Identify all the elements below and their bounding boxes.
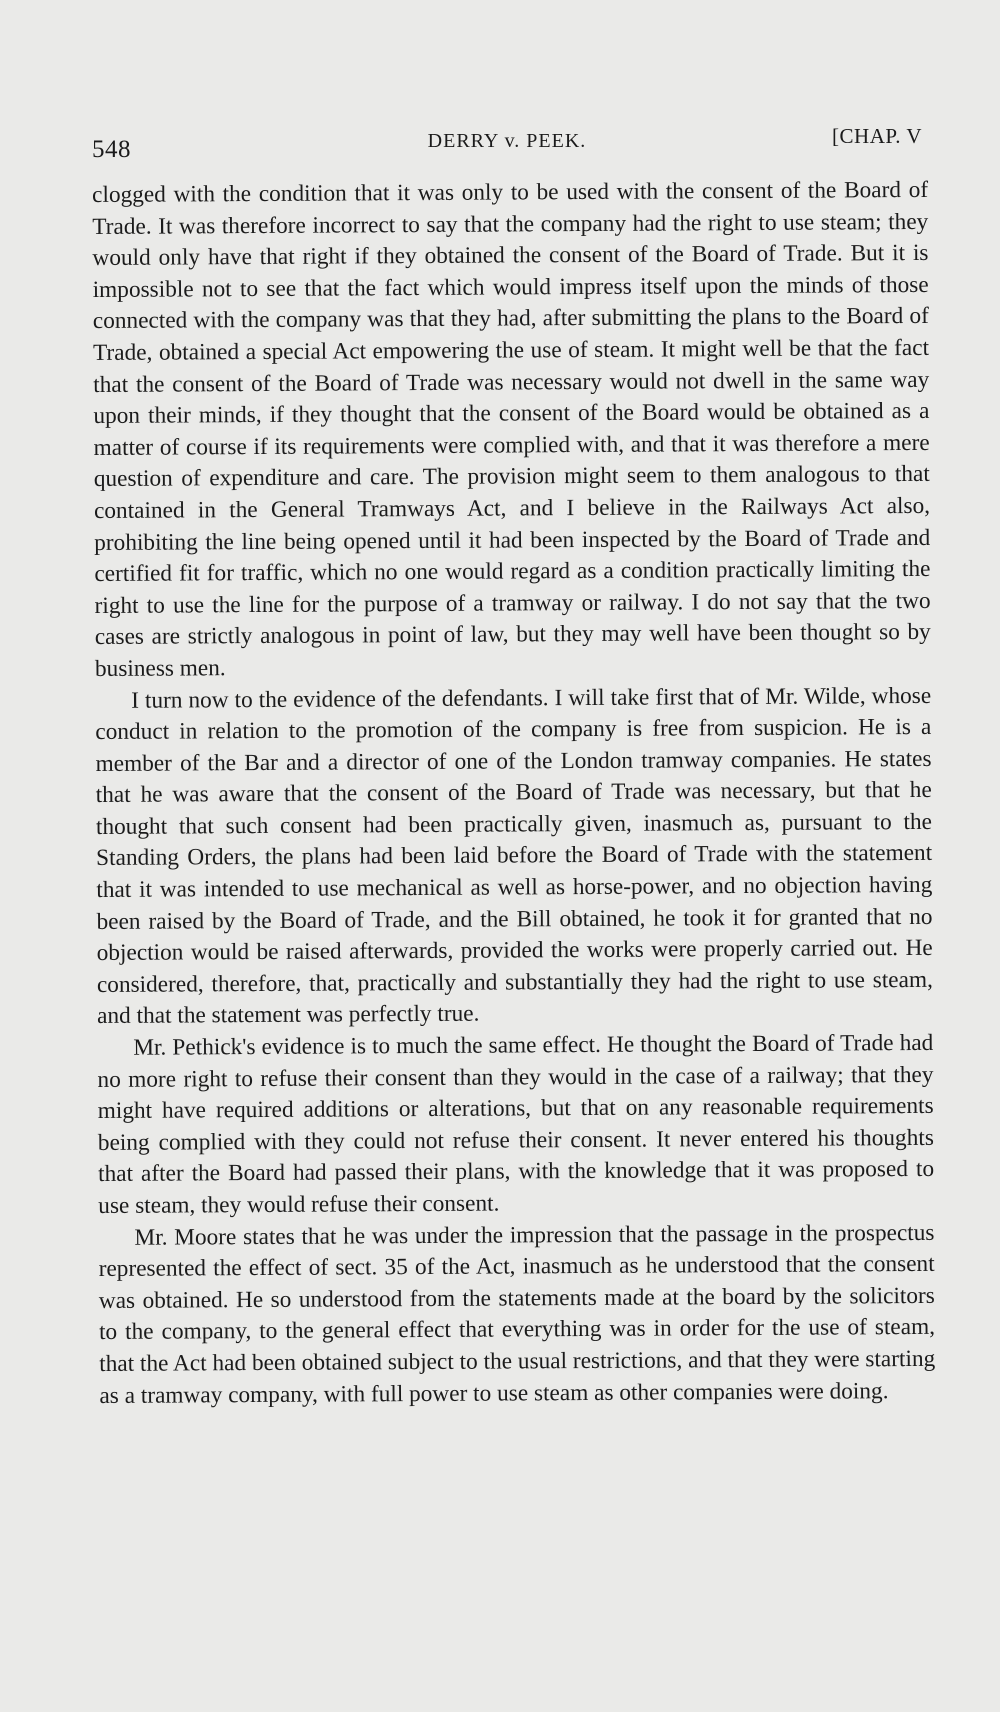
paragraph-defendants-evidence: I turn now to the evidence of the defendants. I will take first that of Mr. Wilde, whose conduct in relation to the promotion of the company is free from suspicion. He is a member of the Bar and a director of one of the London tramway companies. He states that he was aware that the consent of the Board of Trade was necessary, but that he thought that such consent had been practically given, inasmuch as, pursuant to the Standing Orders, the plans had been laid before the Board of Trade with the statement that it was intended to use mechanical as well as horse-power, and no objection having been raised by the Board of Trade, and the Bill obtained, he took it for granted that no objection would be raised afterwards, provided the works were properly carried out. He considered, therefore, that, practically and substantially they had the right to use steam, and that the statement was perfectly true. (95, 682, 933, 1030)
paragraph-moore: Mr. Moore states that he was under the impression that the passage in the prospectus represented the effect of sect. 35 of the Act, inasmuch as he understood that the consent was obtained. He so understood from the statements made at the board by the solicitors to the company, to the general effect that everything was in order for the use of steam, that the Act had been obtained subject to the usual restrictions, and that they were starting as a tramway company, with full power to use steam as other companies were doing. (98, 1219, 936, 1409)
body-text (92, 175, 936, 1412)
page-header (92, 124, 922, 164)
paragraph-continued: clogged with the condition that it was only to be used with the consent of the Board of Trade. It was therefore incorrect to say that the company had the right to use steam; they would only have that right if they obtained the consent of the Board of Trade. But it is impossible not to see that the fact which would impress itself upon the minds of those connected with the company was that they had, after submitting the plans to the Board of Trade, obtained a special Act empowering the use of steam. It might well be that the fact that the consent of the Board of Trade was necessary would not dwell in the same way upon their minds, if they thought that the consent of the Board would be obtained as a matter of course if its requirements were complied with, and that it was therefore a mere question of expenditure and care. The provision might seem to them analogous to that contained in the General Tramways Act, and I believe in the Railways Act also, prohibiting the line being opened until it had been inspected by the Board of Trade and certified fit for traffic, which no one would regard as a condition practically limiting the right to use the line for the purpose of a tramway or railway. I do not say that the two cases are strictly analogous in point of law, but they may well have been thought so by business men. (92, 176, 931, 682)
page-number: 548 (92, 136, 131, 163)
chapter-label: [CHAP. V (832, 124, 922, 148)
paragraph-pethick: Mr. Pethick's evidence is to much the same effect. He thought the Board of Trade had no more right to refuse their consent than they would in the case of a railway; that they might have required additions or alterations, but that on any reasonable requirements being complied with they could not refuse their consent. It never entered his thoughts that after the Board had passed their plans, with the knowledge that it was proposed to use steam, they would refuse their consent. (97, 1029, 935, 1219)
running-title: DERRY v. PEEK. (427, 130, 587, 152)
